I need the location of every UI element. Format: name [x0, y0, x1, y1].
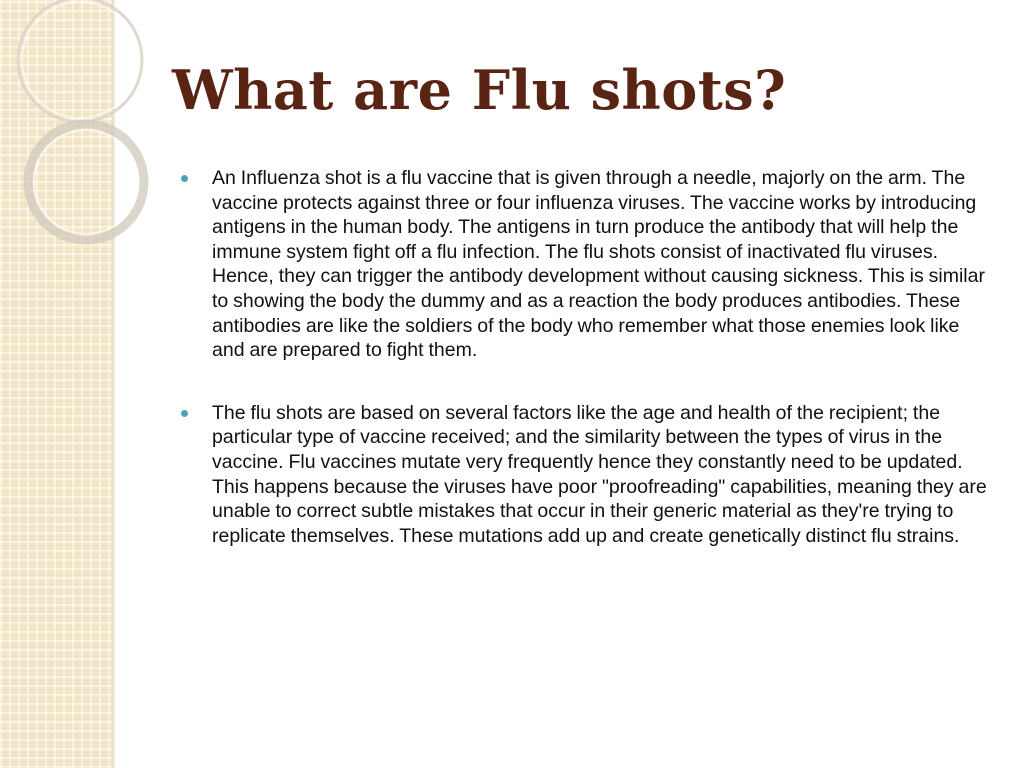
- dot-bullet-icon: [181, 410, 188, 417]
- dot-bullet-icon: [181, 175, 188, 182]
- bullet-item: [180, 166, 995, 363]
- bullet-text: The flu shots are based on several factors like the age and health of the recipient; the particular type of vaccine received; and the similarity between the types of virus in the vaccine. Flu vaccines mutate very frequently hence they constantly need to be updated. This happens because the viruses have poor "proofreading" capabilities, meaning they are unable to correct subtle mistakes that occur in their generic material as they're trying to replicate themselves. These mutations add up and create genetically distinct flu strains.: [212, 401, 987, 547]
- bullet-list: [180, 166, 995, 548]
- slide-title: What are Flu shots?: [172, 58, 787, 122]
- slide-content: [180, 166, 995, 586]
- decorative-circles-icon: [0, 0, 160, 320]
- bullet-item: [180, 401, 995, 549]
- bullet-text: An Influenza shot is a flu vaccine that is given through a needle, majorly on the arm. The vaccine protects against three or four influenza viruses. The vaccine works by introducing antigens in the human body. The antigens in turn produce the antibody that will help the immune system fight off a flu infection. The flu shots consist of inactivated flu viruses. Hence, they can trigger the antibody development without causing sickness. This is similar to showing the body the dummy and as a reaction the body produces antibodies. These antibodies are like the soldiers of the body who remember what those enemies look like and are prepared to fight them.: [212, 167, 985, 362]
